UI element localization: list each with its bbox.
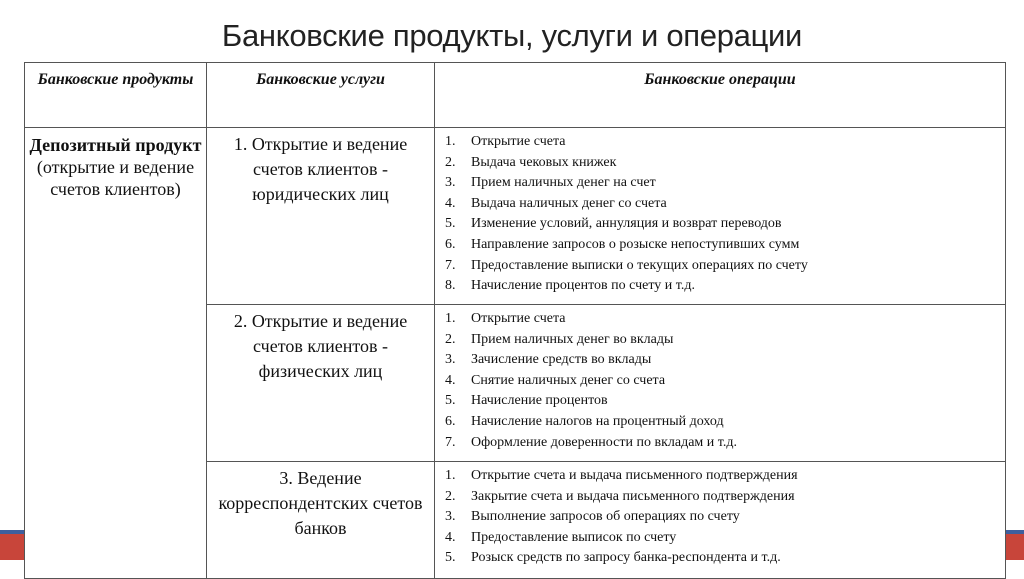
- header-products: Банковские продукты: [25, 63, 207, 128]
- list-item-number: 3.: [445, 509, 456, 525]
- operations-cell-3: [435, 462, 1006, 579]
- list-item-number: 3.: [445, 352, 456, 368]
- list-item: [435, 487, 1005, 508]
- service-cell-1: 1. Открытие и ведение счетов клиентов - юридических лиц: [207, 128, 435, 305]
- list-item-number: 8.: [445, 278, 456, 294]
- header-services: Банковские услуги: [207, 63, 435, 128]
- list-item: [435, 235, 1005, 256]
- list-item-number: 6.: [445, 413, 456, 429]
- list-item: [435, 350, 1005, 371]
- list-item: [435, 371, 1005, 392]
- list-item-text: Предоставление выписки о текущих операциях по счету: [471, 257, 808, 273]
- list-item-text: Прием наличных денег на счет: [471, 175, 656, 191]
- list-item: [435, 507, 1005, 528]
- list-item-text: Розыск средств по запросу банка-респондента и т.д.: [471, 550, 781, 566]
- list-item-number: 7.: [445, 434, 456, 450]
- list-item: [435, 276, 1005, 297]
- list-item-number: 1.: [445, 134, 456, 149]
- list-item: [435, 433, 1005, 454]
- list-item-text: Прием наличных денег во вклады: [471, 331, 674, 347]
- service-cell-2: 2. Открытие и ведение счетов клиентов - физических лиц: [207, 305, 435, 462]
- header-operations: Банковские операции: [435, 63, 1006, 128]
- list-item-text: Выполнение запросов об операциях по счету: [471, 509, 740, 525]
- list-item-number: 1.: [445, 311, 456, 326]
- list-item: [435, 132, 1005, 153]
- list-item-number: 6.: [445, 236, 456, 252]
- list-item-number: 2.: [445, 331, 456, 347]
- operations-list-1: [435, 132, 1005, 297]
- list-item-number: 4.: [445, 195, 456, 211]
- list-item-text: Зачисление средств во вклады: [471, 352, 652, 368]
- list-item-text: Открытие счета: [471, 134, 566, 149]
- list-item-number: 3.: [445, 175, 456, 191]
- list-item-number: 2.: [445, 488, 456, 504]
- list-item-text: Начисление процентов по счету и т.д.: [471, 278, 695, 294]
- list-item-number: 4.: [445, 372, 456, 388]
- product-name: Депозитный продукт: [29, 135, 202, 155]
- list-item: [435, 153, 1005, 174]
- list-item-number: 2.: [445, 154, 456, 170]
- list-item-number: 5.: [445, 216, 456, 232]
- operations-cell-1: [435, 128, 1006, 305]
- list-item: [435, 548, 1005, 569]
- table-header-row: [25, 63, 1006, 128]
- list-item-text: Начисление процентов: [471, 393, 608, 409]
- list-item-text: Выдача наличных денег со счета: [471, 195, 667, 211]
- list-item-text: Открытие счета и выдача письменного подтверждения: [471, 468, 798, 483]
- list-item: [435, 391, 1005, 412]
- products-table: [24, 62, 1006, 579]
- list-item: [435, 309, 1005, 330]
- list-item-text: Предоставление выписок по счету: [471, 529, 677, 545]
- product-cell: [25, 128, 207, 579]
- list-item: [435, 466, 1005, 487]
- operations-list-3: [435, 466, 1005, 569]
- list-item: [435, 173, 1005, 194]
- list-item-number: 5.: [445, 393, 456, 409]
- table-row: [25, 128, 1006, 305]
- list-item: [435, 194, 1005, 215]
- operations-list-2: [435, 309, 1005, 453]
- list-item: [435, 412, 1005, 433]
- page-title: Банковские продукты, услуги и операции: [221, 18, 803, 53]
- list-item-text: Открытие счета: [471, 311, 566, 326]
- list-item: [435, 214, 1005, 235]
- list-item-text: Начисление налогов на процентный доход: [471, 413, 724, 429]
- list-item-text: Выдача чековых книжек: [471, 154, 617, 170]
- list-item-text: Снятие наличных денег со счета: [471, 372, 666, 388]
- service-cell-3: 3. Ведение корреспондентских счетов банков: [207, 462, 435, 579]
- list-item-text: Закрытие счета и выдача письменного подтверждения: [471, 488, 795, 504]
- list-item: [435, 330, 1005, 351]
- list-item-number: 5.: [445, 550, 456, 566]
- list-item-number: 7.: [445, 257, 456, 273]
- list-item-text: Направление запросов о розыске непоступивших сумм: [471, 236, 800, 252]
- list-item: [435, 256, 1005, 277]
- list-item-number: 1.: [445, 468, 456, 483]
- operations-cell-2: [435, 305, 1006, 462]
- list-item-number: 4.: [445, 529, 456, 545]
- list-item-text: Оформление доверенности по вкладам и т.д.: [471, 434, 737, 450]
- list-item: [435, 528, 1005, 549]
- list-item-text: Изменение условий, аннуляция и возврат переводов: [471, 216, 782, 232]
- product-description: (открытие и ведение счетов клиентов): [36, 157, 195, 199]
